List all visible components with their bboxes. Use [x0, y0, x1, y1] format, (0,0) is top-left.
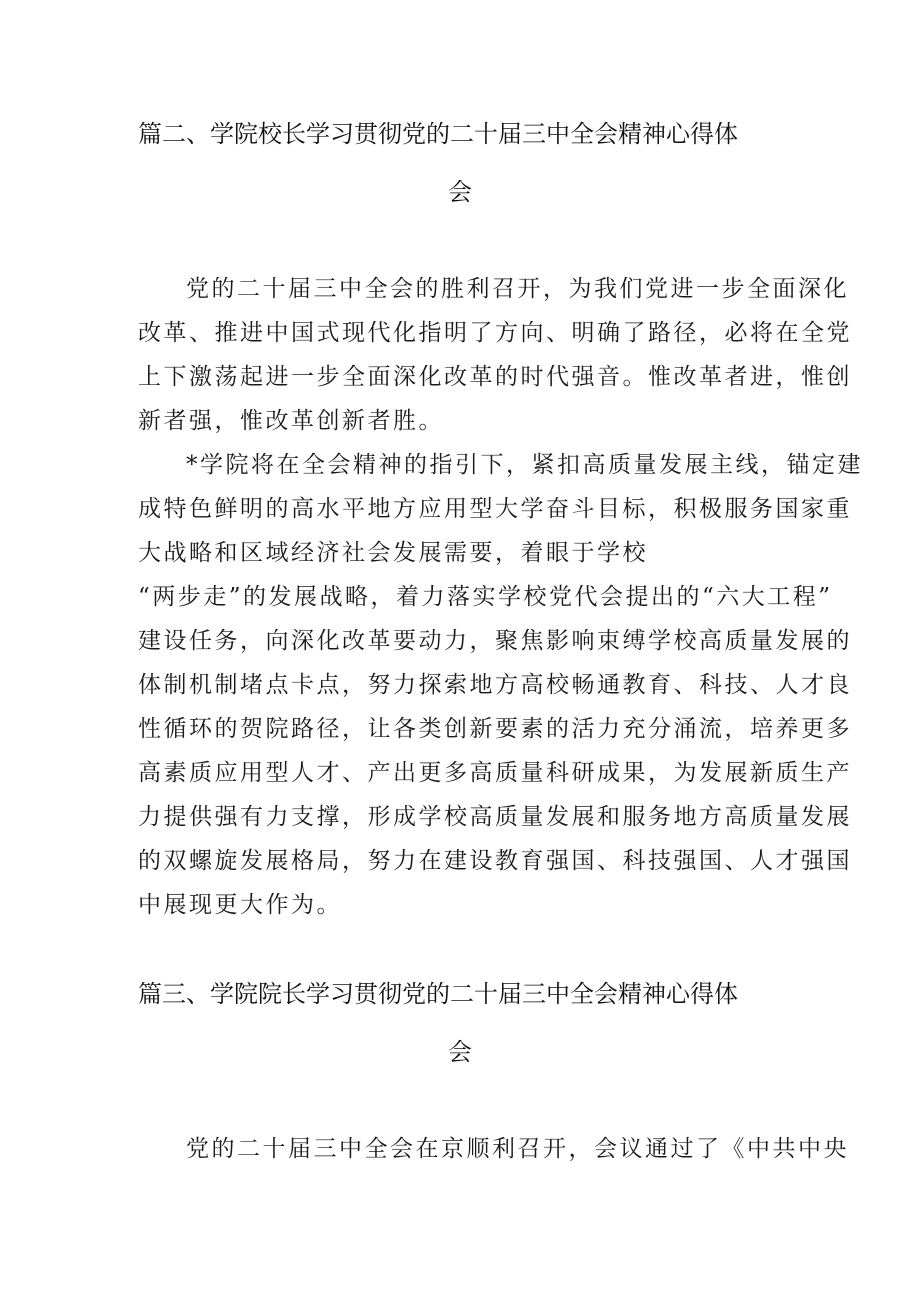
- section3-title-line2: 会: [448, 1038, 472, 1066]
- section2-p1-line3: 上下激荡起进一步全面深化改革的时代强音。惟改革者进，惟创: [138, 364, 852, 390]
- section2-p2-line6: 体制机制堵点卡点，努力探索地方高校畅通教育、科技、人才良: [138, 672, 852, 698]
- section2-p1-line4: 新者强，惟改革创新者胜。: [138, 408, 444, 434]
- section2-p2-line11: 中展现更大作为。: [138, 892, 342, 918]
- section2-p2-line7: 性循环的贺院路径，让各类创新要素的活力充分涌流，培养更多: [138, 716, 852, 742]
- section2-p2-line10: 的双螺旋发展格局，努力在建设教育强国、科技强国、人才强国: [138, 848, 852, 874]
- section2-p2-line5: 建设任务，向深化改革要动力，聚焦影响束缚学校高质量发展的: [138, 628, 852, 654]
- section2-p2-line8: 高素质应用型人才、产出更多高质量科研成果，为发展新质生产: [138, 760, 852, 786]
- section2-p2-line3: 大战略和区域经济社会发展需要，着眼于学校: [138, 540, 648, 566]
- section3-p1-line1: 党的二十届三中全会在京顺利召开，会议通过了《中共中央: [186, 1136, 849, 1162]
- section2-p2-line1: *学院将在全会精神的指引下，紧扣高质量发展主线，锚定建: [186, 452, 863, 478]
- section2-p1-line1: 党的二十届三中全会的胜利召开，为我们党进一步全面深化: [186, 276, 849, 302]
- section2-title-line1: 篇二、学院校长学习贯彻党的二十届三中全会精神心得体: [138, 120, 738, 148]
- section3-title-line1: 篇三、学院院长学习贯彻党的二十届三中全会精神心得体: [138, 980, 738, 1008]
- section2-p1-line2: 改革、推进中国式现代化指明了方向、明确了路径，必将在全党: [138, 320, 852, 346]
- section2-p2-line4: “两步走”的发展战略，着力落实学校党代会提出的“六大工程”: [138, 584, 833, 610]
- section2-p2-line9: 力提供强有力支撑，形成学校高质量发展和服务地方高质量发展: [138, 804, 852, 830]
- section2-title-line2: 会: [448, 178, 472, 206]
- section2-p2-line2: 成特色鲜明的高水平地方应用型大学奋斗目标，积极服务国家重: [138, 496, 852, 522]
